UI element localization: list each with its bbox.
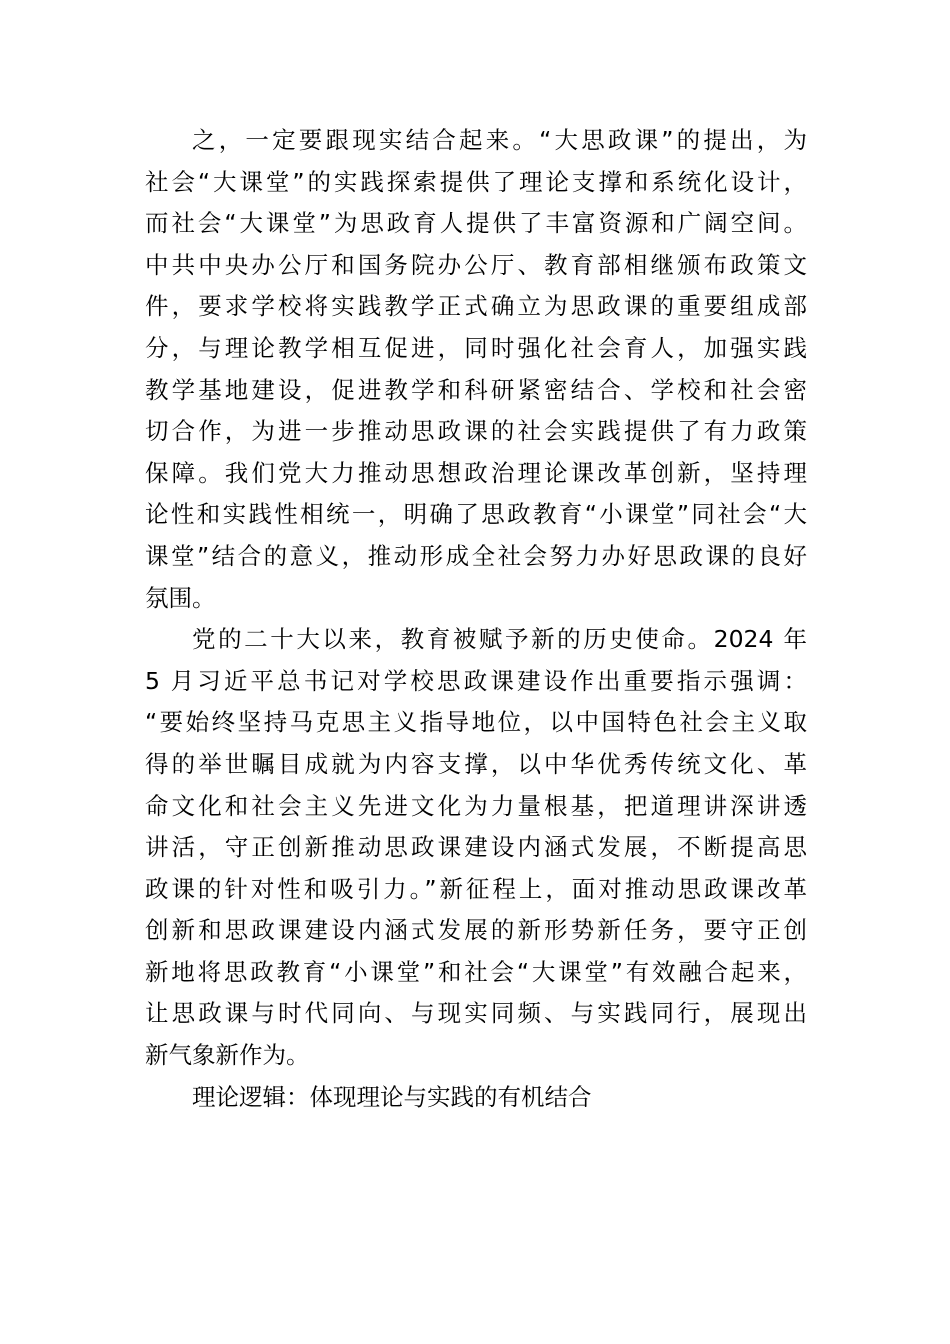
text-line: 让思政课与时代同向、与现实同频、与实践同行，展现出 — [145, 999, 807, 1028]
text-line: 5 月习近平总书记对学校思政课建设作出重要指示强调： — [145, 666, 807, 695]
text-line: 新地将思政教育“小课堂”和社会“大课堂”有效融合起来， — [145, 957, 807, 986]
text-line: 分，与理论教学相互促进，同时强化社会育人，加强实践 — [145, 333, 807, 362]
section-heading — [145, 1077, 807, 1119]
text-line: 社会“大课堂”的实践探索提供了理论支撑和系统化设计， — [145, 167, 807, 196]
text-line: 中共中央办公厅和国务院办公厅、教育部相继颁布政策文 — [145, 250, 807, 279]
paragraph — [145, 619, 807, 1077]
text-line: 切合作，为进一步推动思政课的社会实践提供了有力政策 — [145, 417, 807, 446]
text-line: 讲活，守正创新推动思政课建设内涵式发展，不断提高思 — [145, 833, 807, 862]
text-line: 而社会“大课堂”为思政育人提供了丰富资源和广阔空间。 — [145, 209, 807, 238]
text-line: 教学基地建设，促进教学和科研紧密结合、学校和社会密 — [145, 375, 807, 404]
heading-text: 理论逻辑：体现理论与实践的有机结合 — [192, 1082, 592, 1111]
text-line: 得的举世瞩目成就为内容支撑，以中华优秀传统文化、革 — [145, 749, 807, 778]
text-line: 氛围。 — [145, 583, 216, 612]
text-line: 命文化和社会主义先进文化为力量根基，把道理讲深讲透 — [145, 791, 807, 820]
text-line: 之，一定要跟现实结合起来。“大思政课”的提出，为 — [192, 126, 807, 154]
text-line: 新气象新作为。 — [145, 1041, 310, 1070]
text-line: 政课的针对性和吸引力。”新征程上，面对推动思政课改革 — [145, 874, 807, 903]
paragraph — [145, 120, 807, 619]
document-page — [145, 120, 807, 1118]
text-line: 课堂”结合的意义，推动形成全社会努力办好思政课的良好 — [145, 541, 807, 570]
text-line: 党的二十大以来，教育被赋予新的历史使命。2024 年 — [192, 625, 807, 654]
text-line: 保障。我们党大力推动思想政治理论课改革创新，坚持理 — [145, 458, 807, 487]
text-line: 论性和实践性相统一，明确了思政教育“小课堂”同社会“大 — [145, 500, 807, 529]
text-line: 件，要求学校将实践教学正式确立为思政课的重要组成部 — [145, 292, 807, 321]
text-line: 创新和思政课建设内涵式发展的新形势新任务，要守正创 — [145, 916, 807, 945]
text-line: “要始终坚持马克思主义指导地位，以中国特色社会主义取 — [145, 708, 807, 737]
